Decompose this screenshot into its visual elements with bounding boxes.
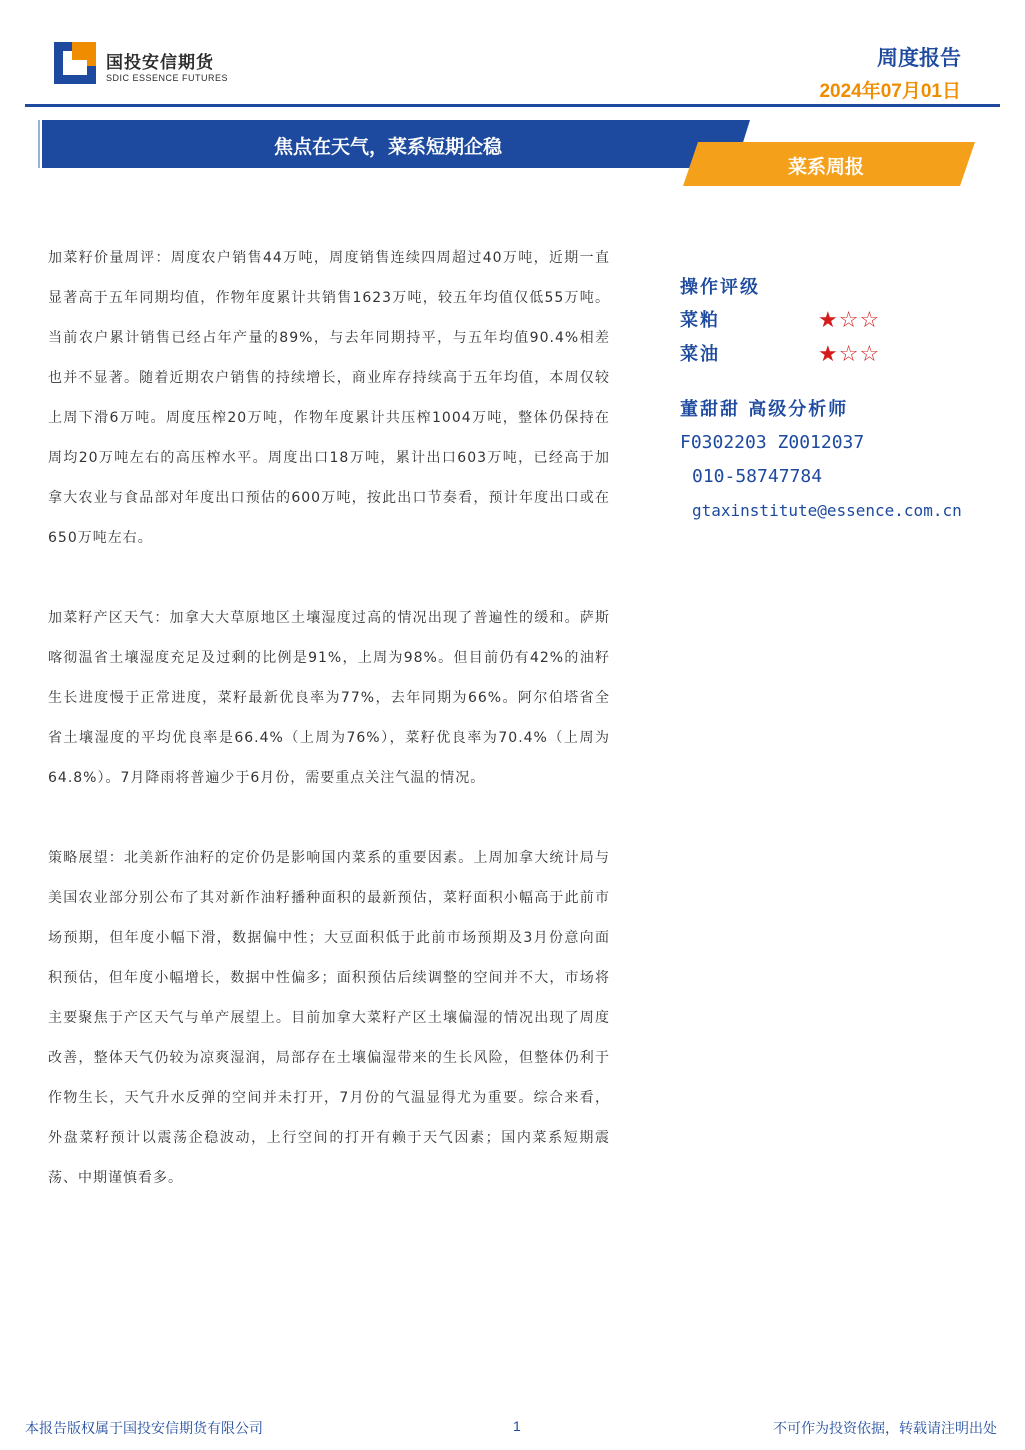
title-banner xyxy=(0,118,1025,193)
analyst-phone: 010-58747784 xyxy=(692,466,823,487)
sidebar xyxy=(680,272,1010,528)
star-rating-icon: ★☆☆ xyxy=(818,308,881,333)
header-divider xyxy=(25,104,1000,107)
report-type: 周度报告 xyxy=(877,47,961,70)
report-category-tag: 菜系周报 xyxy=(788,157,865,178)
report-body xyxy=(48,238,610,1238)
rating-row-oil xyxy=(680,338,1010,372)
rating-heading: 操作评级 xyxy=(680,277,760,298)
paragraph-weather: 加菜籽产区天气：加拿大大草原地区土壤湿度过高的情况出现了普遍性的缓和。萨斯喀彻温省土壤湿度充足及过剩的比例是91%，上周为98%。但目前仍有42%的油籽生长进度慢于正常进度，菜籽最新优良率为77%，去年同期为66%。阿尔伯塔省全省土壤湿度的平均优良率是66.4%（上周为76%），菜籽优良率为70.4%（上周为64.8%）。7月降雨将普遍少于6月份，需要重点关注气温的情况。 xyxy=(48,610,610,786)
star-rating-icon: ★☆☆ xyxy=(818,342,881,367)
rating-row-meal xyxy=(680,304,1010,338)
footer-disclaimer: 不可作为投资依据，转载请注明出处 xyxy=(773,1420,997,1436)
rating-label: 菜油 xyxy=(680,344,720,365)
report-title: 焦点在天气，菜系短期企稳 xyxy=(274,137,503,158)
footer-copyright: 本报告版权属于国投安信期货有限公司 xyxy=(25,1420,263,1436)
page-number: 1 xyxy=(513,1418,521,1434)
analyst-license: F0302203 Z0012037 xyxy=(680,432,865,453)
analyst-name: 董甜甜 高级分析师 xyxy=(680,399,849,420)
banner-shapes xyxy=(0,118,1025,193)
company-logo xyxy=(54,42,234,90)
rating-label: 菜粕 xyxy=(680,310,720,331)
logo-chinese-name: 国投安信期货 xyxy=(106,53,214,72)
logo-mark-icon xyxy=(54,42,96,84)
report-date: 2024年07月01日 xyxy=(819,81,961,102)
paragraph-strategy: 策略展望：北美新作油籽的定价仍是影响国内菜系的重要因素。上周加拿大统计局与美国农业部分别公布了其对新作油籽播种面积的最新预估，菜籽面积小幅高于此前市场预期，但年度小幅下滑，数据偏中性；大豆面积低于此前市场预期及3月份意向面积预估，但年度小幅增长，数据中性偏多；面积预估后续调整的空间并不大，市场将主要聚焦于产区天气与单产展望上。目前加拿大菜籽产区土壤偏湿的情况出现了周度改善，整体天气仍较为凉爽湿润，局部存在土壤偏湿带来的生长风险，但整体仍利于作物生长，天气升水反弹的空间并未打开，7月份的气温显得尤为重要。综合来看，外盘菜籽预计以震荡企稳波动，上行空间的打开有赖于天气因素；国内菜系短期震荡、中期谨慎看多。 xyxy=(48,850,610,1186)
analyst-email[interactable]: gtaxinstitute@essence.com.cn xyxy=(692,501,962,520)
paragraph-price-volume: 加菜籽价量周评：周度农户销售44万吨，周度销售连续四周超过40万吨，近期一直显著高于五年同期均值，作物年度累计共销售1623万吨，较五年均值仅低55万吨。当前农户累计销售已经占年产量的89%，与去年同期持平，与五年均值90.4%相差也并不显著。随着近期农户销售的持续增长，商业库存持续高于五年均值，本周仅较上周下滑6万吨。周度压榨20万吨，作物年度累计共压榨1004万吨，整体仍保持在周均20万吨左右的高压榨水平。周度出口18万吨，累计出口603万吨，已经高于加拿大农业与食品部对年度出口预估的600万吨，按此出口节奏看，预计年度出口或在650万吨左右。 xyxy=(48,250,610,546)
logo-english-name: SDIC ESSENCE FUTURES xyxy=(106,73,229,83)
